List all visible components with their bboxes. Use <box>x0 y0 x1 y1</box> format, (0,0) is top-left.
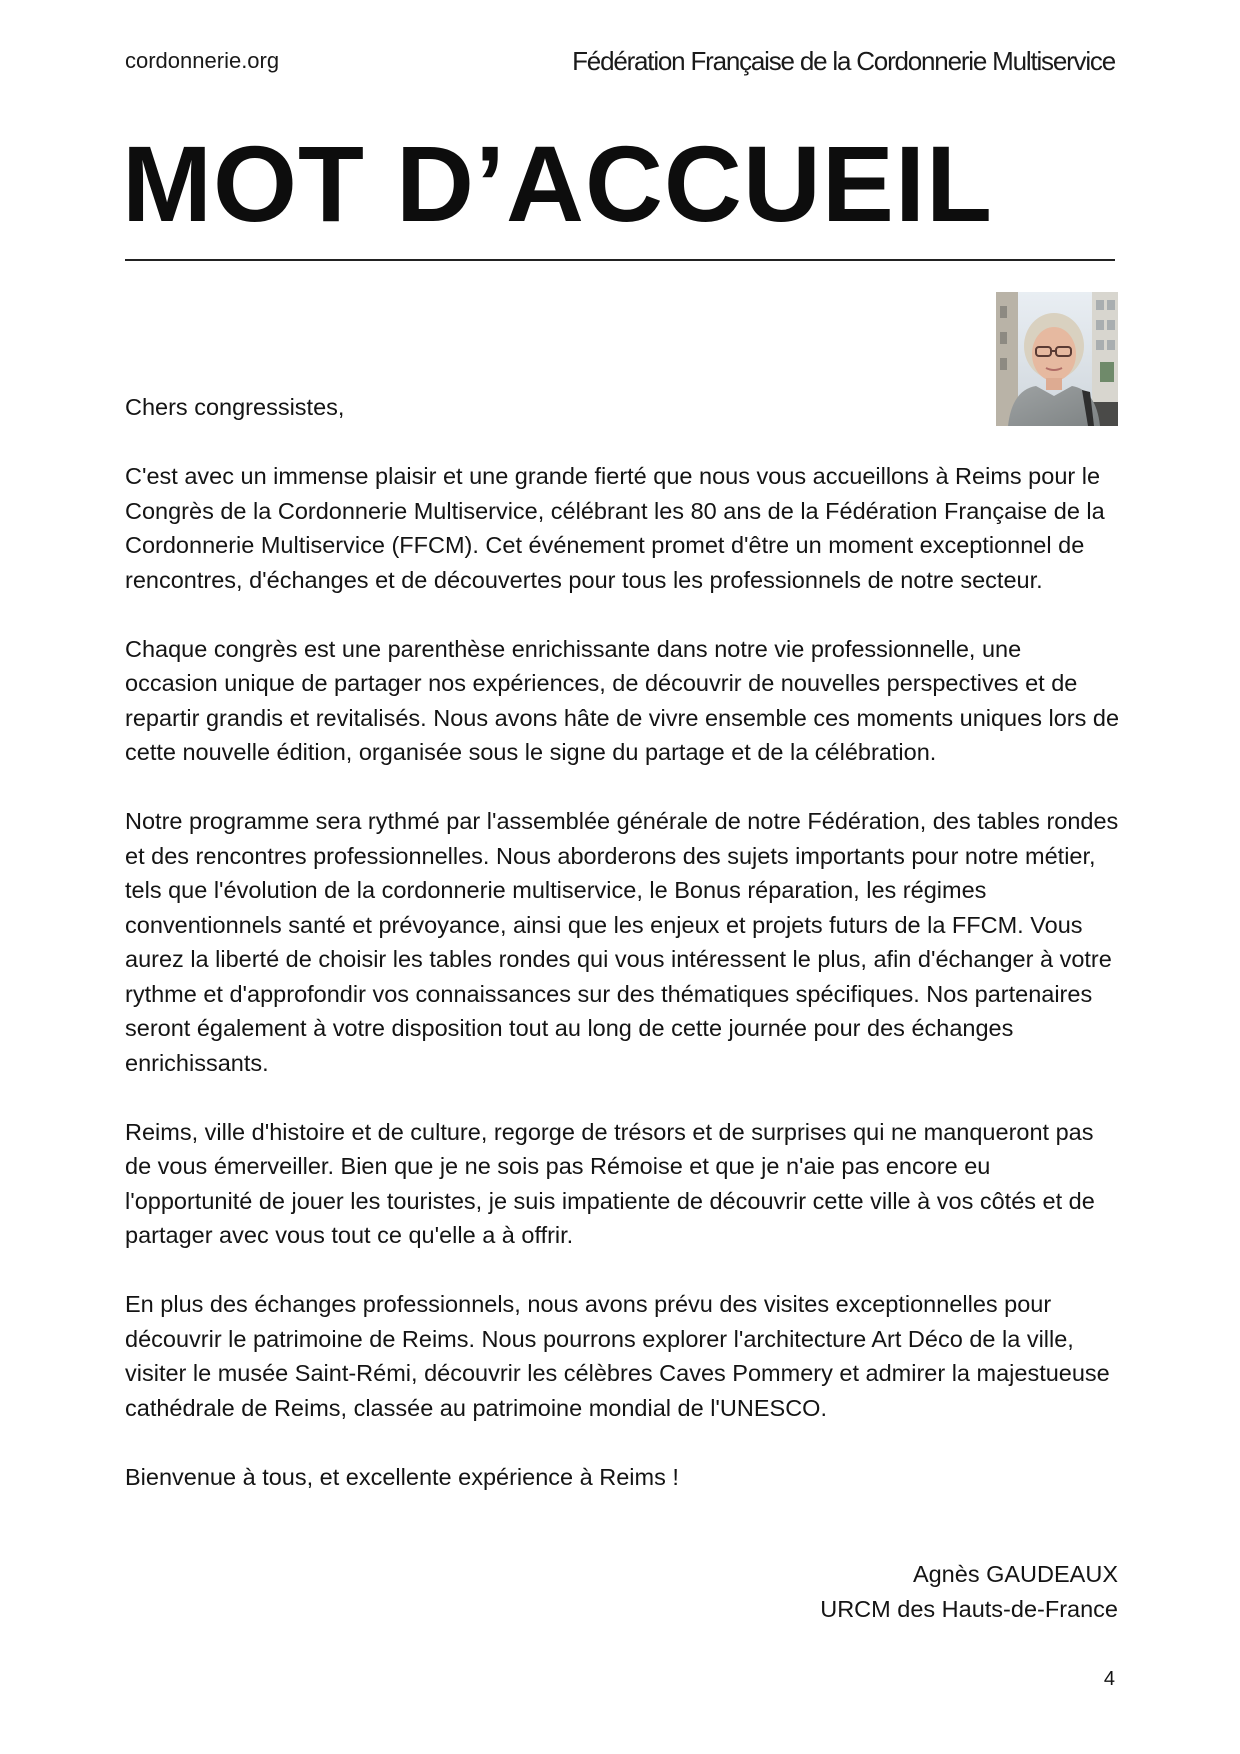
paragraph-4: Reims, ville d'histoire et de culture, regorge de trésors et de surprises qui ne manqueront pas de vous émerveiller. Bien que je ne sois pas Rémoise et que je n'aie pas encore eu l'opportunité de jouer les touristes, je suis impatiente de découvrir cette ville à vos côtés et de partager avec vous tout ce qu'elle a à offrir. <box>125 1118 1095 1248</box>
signatory-organization: URCM des Hauts-de-France <box>820 1596 1118 1622</box>
greeting: Chers congressistes, <box>125 394 345 420</box>
page-title: MOT D’ACCUEIL <box>122 123 993 244</box>
page-number: 4 <box>1103 1668 1115 1690</box>
site-url[interactable]: cordonnerie.org <box>125 48 280 73</box>
paragraph-3: Notre programme sera rythmé par l'assemblée générale de notre Fédération, des tables rondes et des rencontres professionnelles. Nous aborderons des sujets importants pour notre métier, tels que l'évolution de la cordonnerie multiservice, le Bonus réparation, les régimes conventionnels santé et prévoyance, ainsi que les enjeux et projets futurs de la FFCM. Vous aurez la liberté de choisir les tables rondes qui vous intéressent le plus, afin d'échanger à votre rythme et d'approfondir vos connaissances sur des thématiques spécifiques. Nos partenaires seront également à votre disposition tout au long de cette journée pour des échanges enrichissants. <box>125 808 1119 1076</box>
signatory-name: Agnès GAUDEAUX <box>912 1561 1118 1587</box>
signature-block <box>820 1557 1118 1627</box>
closing-line: Bienvenue à tous, et excellente expérience à Reims ! <box>125 1463 679 1490</box>
organization-name: Fédération Française de la Cordonnerie Multiservice <box>572 46 1115 76</box>
paragraph-2: Chaque congrès est une parenthèse enrichissante dans notre vie professionnelle, une occasion unique de partager nos expériences, de découvrir de nouvelles perspectives et de repartir grandis et revitalisés. Nous avons hâte de vivre ensemble ces moments uniques lors de cette nouvelle édition, organisée sous le signe du partage et de la célébration. <box>125 635 1120 765</box>
letter-body <box>125 390 1120 1529</box>
paragraph-1: C'est avec un immense plaisir et une grande fierté que nous vous accueillons à Reims pour le Congrès de la Cordonnerie Multiservice, célébrant les 80 ans de la Fédération Française de la Cordonnerie Multiservice (FFCM). Cet événement promet d'être un moment exceptionnel de rencontres, d'échanges et de découvertes pour tous les professionnels de notre secteur. <box>125 463 1105 593</box>
paragraph-5: En plus des échanges professionnels, nous avons prévu des visites exceptionnelles pour découvrir le patrimoine de Reims. Nous pourrons explorer l'architecture Art Déco de la ville, visiter le musée Saint-Rémi, découvrir les célèbres Caves Pommery et admirer la majestueuse cathédrale de Reims, classée au patrimoine mondial de l'UNESCO. <box>125 1291 1110 1421</box>
title-divider <box>125 259 1115 261</box>
